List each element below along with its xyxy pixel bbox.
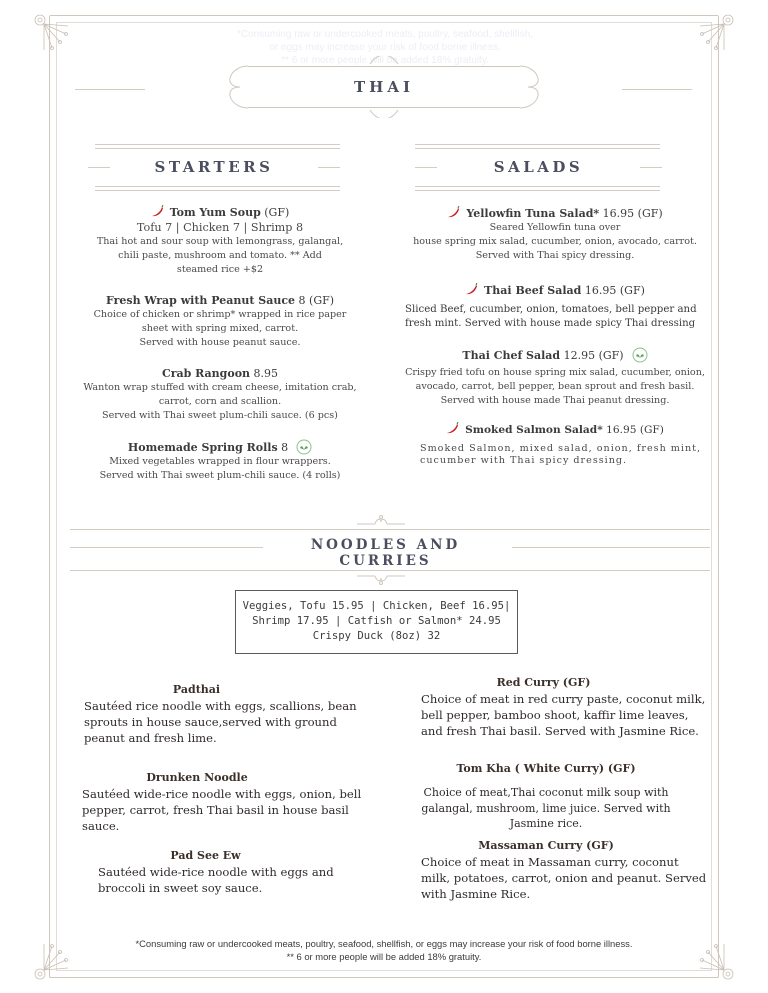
item-desc: sprouts in house sauce,served with ground	[84, 715, 337, 729]
item-desc: Jasmine rice.	[509, 817, 583, 830]
item-desc: Sliced Beef, cucumber, onion, tomatoes, bell pepper and	[405, 304, 697, 315]
item-desc: Sautéed rice noodle with eggs, scallions, bean	[84, 699, 357, 713]
item-desc: milk, potatoes, carrot, onion and peanut. Served	[421, 870, 707, 885]
noodles-list	[84, 682, 369, 896]
menu-item	[400, 347, 710, 408]
salads-rule-top	[415, 144, 660, 149]
item-desc: with Jasmine Rice.	[421, 886, 531, 901]
item-desc: sheet with spring mixed, carrot.	[141, 323, 299, 334]
salads-heading: SALADS	[493, 158, 584, 176]
item-desc: broccoli in sweet soy sauce.	[98, 881, 263, 895]
noodles-rule-left	[70, 547, 263, 548]
item-desc: carrot, corn and scallion.	[158, 396, 282, 407]
item-desc: Choice of meat in Massaman curry, coconut	[421, 854, 679, 869]
starters-heading: STARTERS	[154, 158, 274, 176]
corner-ornament-icon	[692, 938, 736, 982]
item-desc: Sautéed wide-rice noodle with eggs, onion, bell	[82, 787, 362, 801]
noodles-pricing-box	[235, 590, 518, 654]
vegan-icon	[632, 347, 648, 363]
chili-icon	[446, 422, 459, 434]
curries-list	[421, 675, 716, 902]
item-desc: Crispy fried tofu on house spring mix salad, cucumber, onion,	[405, 367, 705, 378]
chili-icon	[447, 206, 460, 218]
item-price: 16.95 (GF)	[606, 424, 664, 436]
menu-item	[70, 293, 370, 350]
item-name: Thai Chef Salad	[462, 349, 561, 362]
item-price: (GF)	[264, 206, 290, 219]
noodles-rule-right	[512, 547, 710, 548]
item-name: Homemade Spring Rolls	[127, 441, 278, 454]
noodles-rule-bottom	[70, 570, 710, 571]
starters-rule-top	[95, 144, 340, 149]
title-cartouche	[220, 56, 548, 118]
menu-item	[82, 770, 369, 834]
ghost-line: *Consuming raw or undercooked meats, poultry, seafood, shellfish,	[236, 29, 534, 40]
menu-item	[400, 422, 710, 467]
item-price: 16.95 (GF)	[584, 284, 645, 297]
item-price: 8 (GF)	[298, 294, 335, 307]
item-desc: Seared Yellowfin tuna over	[489, 222, 621, 233]
salads-list	[400, 206, 710, 481]
item-desc: Served with Thai spicy dressing.	[475, 250, 635, 261]
item-name: Tom Kha ( White Curry) (GF)	[456, 762, 636, 775]
item-name: Thai Beef Salad	[484, 284, 582, 297]
item-desc: fresh mint. Served with house made spicy Thai dressing	[405, 318, 696, 329]
item-desc: steamed rice +$2	[176, 264, 264, 275]
footer-line-1: *Consuming raw or undercooked meats, poultry, seafood, shellfish, or eggs may increase your risk of food borne illness.	[135, 938, 633, 949]
item-desc: peanut and fresh lime.	[84, 731, 217, 745]
ghost-line: ** 6 or more people will be added 18% gratuity.	[281, 55, 489, 66]
footer-disclaimer	[80, 937, 688, 963]
menu-item	[70, 366, 370, 423]
item-desc: Choice of chicken or shrimp* wrapped in rice paper	[93, 309, 347, 320]
item-desc: Wanton wrap stuffed with cream cheese, imitation crab,	[83, 382, 357, 393]
pricing-line: Crispy Duck (8oz) 32	[312, 630, 441, 642]
title-rule-left	[75, 89, 145, 90]
menu-item	[400, 283, 710, 331]
item-desc: cucumber with Thai spicy dressing.	[420, 455, 628, 466]
item-desc: galangal, mushroom, lime juice. Served with	[421, 801, 671, 815]
title-rule-right	[622, 89, 692, 90]
item-name: Pad See Ew	[170, 849, 241, 862]
item-name: Tom Yum Soup	[169, 206, 261, 219]
item-name: Crab Rangoon	[161, 367, 251, 380]
starters-dash-left	[88, 167, 110, 168]
item-price: 12.95 (GF)	[563, 349, 624, 362]
item-desc: sauce.	[82, 819, 120, 833]
item-name: Padthai	[172, 683, 221, 696]
pricing-line: Shrimp 17.95 | Catfish or Salmon* 24.95	[252, 615, 501, 627]
flourish-icon	[355, 514, 407, 526]
item-desc: Sautéed wide-rice noodle with eggs and	[98, 865, 334, 879]
noodles-heading: NOODLES AND CURRIES	[310, 537, 461, 569]
item-price: 8.95	[253, 367, 279, 380]
item-name: Drunken Noodle	[146, 771, 248, 784]
salads-dash-right	[640, 167, 662, 168]
salads-rule-bottom	[415, 186, 660, 191]
item-desc: Served with house made Thai peanut dressing.	[440, 395, 670, 406]
item-desc: and fresh Thai basil. Served with Jasmine Rice.	[421, 724, 699, 738]
salads-dash-left	[415, 167, 437, 168]
item-desc: Choice of meat,Thai coconut milk soup with	[423, 786, 669, 799]
item-price: 8	[281, 441, 289, 454]
corner-ornament-icon	[692, 12, 736, 56]
menu-item	[421, 838, 716, 902]
item-desc: Smoked Salmon, mixed salad, onion, fresh mint,	[420, 443, 702, 454]
flourish-icon	[355, 574, 407, 586]
item-desc: Served with house peanut sauce.	[139, 337, 301, 348]
corner-ornament-icon	[32, 938, 76, 982]
item-desc: bell pepper, bamboo shoot, kaffir lime leaves,	[421, 708, 689, 722]
chili-icon	[151, 205, 164, 217]
item-desc: avocado, carrot, bell pepper, bean sprout and fresh basil.	[415, 381, 695, 392]
item-desc: Served with Thai sweet plum-chili sauce. (6 pcs)	[102, 410, 338, 421]
item-name: Massaman Curry (GF)	[478, 838, 614, 852]
menu-item	[70, 439, 370, 483]
item-desc: Mixed vegetables wrapped in flour wrappers.	[109, 456, 331, 467]
item-desc: Choice of meat in red curry paste, coconut milk,	[421, 692, 706, 706]
menu-item	[400, 206, 710, 263]
menu-item	[421, 675, 716, 739]
ghost-line: or eggs may increase your risk of food borne illness.	[269, 42, 501, 53]
item-name: Smoked Salmon Salad*	[465, 424, 603, 436]
item-desc: pepper, carrot, fresh Thai basil in house basil	[82, 803, 349, 817]
item-price: 16.95 (GF)	[602, 207, 663, 220]
menu-item	[70, 205, 370, 277]
vegan-icon	[296, 439, 312, 455]
menu-title: THAI	[354, 78, 414, 96]
starters-rule-bottom	[95, 186, 340, 191]
item-desc: house spring mix salad, cucumber, onion, avocado, carrot.	[413, 236, 697, 247]
chili-icon	[465, 283, 478, 295]
starters-dash-right	[318, 167, 340, 168]
footer-line-2: ** 6 or more people will be added 18% gratuity.	[286, 951, 482, 962]
corner-ornament-icon	[32, 12, 76, 56]
item-desc: Served with Thai sweet plum-chili sauce. (4 rolls)	[99, 470, 341, 481]
item-name: Fresh Wrap with Peanut Sauce	[105, 294, 296, 307]
item-name: Red Curry (GF)	[496, 676, 591, 689]
pricing-line: Veggies, Tofu 15.95 | Chicken, Beef 16.95|	[242, 600, 511, 612]
starters-list	[70, 205, 370, 497]
item-desc: chili paste, mushroom and tomato. ** Add	[118, 250, 322, 261]
item-desc: Thai hot and sour soup with lemongrass, galangal,	[96, 236, 344, 247]
item-name: Yellowfin Tuna Salad*	[466, 207, 600, 220]
menu-item	[421, 761, 716, 832]
noodles-rule-top	[70, 529, 710, 530]
item-subline: Tofu 7 | Chicken 7 | Shrimp 8	[136, 221, 304, 234]
menu-item	[98, 848, 369, 896]
menu-item	[84, 682, 369, 746]
